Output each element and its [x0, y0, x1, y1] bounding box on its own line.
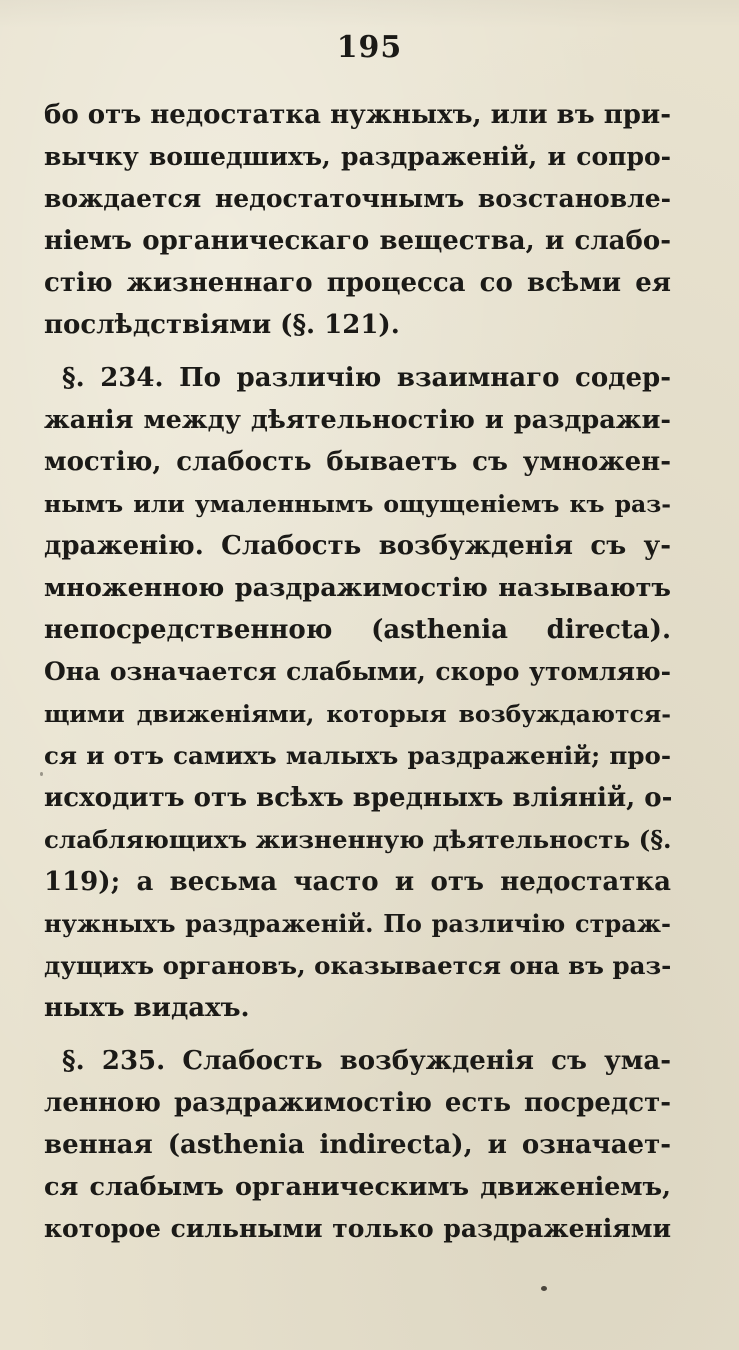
text-line: которое сильными только раздраженіями: [44, 1214, 671, 1243]
text-line: слабляющихъ жизненную дѣятельность (§.: [44, 825, 672, 854]
paragraph-section-235: [44, 1040, 671, 1250]
text-line: вычку вошедшихъ, раздраженій, и сопро-: [44, 142, 671, 171]
text-line: Она означается слабыми, скоро утомляю-: [44, 657, 671, 686]
paragraph-continuation: [44, 94, 671, 346]
ink-speck: [541, 1286, 547, 1291]
text-line: драженію. Слабость возбужденія съ у-: [44, 531, 671, 561]
text-line: ніемъ органическаго вещества, и слабо-: [44, 226, 671, 256]
text-line: послѣдствіями (§. 121).: [44, 310, 400, 340]
page-number: 195: [336, 30, 403, 65]
text-line: §. 234. По различію взаимнаго содер-: [62, 363, 671, 393]
text-line: нужныхъ раздраженій. По различію страж-: [44, 909, 671, 938]
text-line: ся слабымъ органическимъ движеніемъ,: [44, 1172, 671, 1202]
text-line: дущихъ органовъ, оказывается она въ раз-: [44, 951, 672, 980]
text-line: множенною раздражимостію называютъ: [44, 573, 671, 603]
text-line: непосредственною (asthenia directa).: [44, 615, 671, 645]
text-line: вождается недостаточнымъ возстановле-: [44, 184, 671, 213]
text-line: ленною раздражимостію есть посредст-: [44, 1088, 671, 1118]
page-shadow: [0, 0, 739, 28]
ink-speck: [40, 772, 43, 776]
text-line: мостію, слабость бываетъ съ умножен-: [44, 447, 671, 477]
text-line: исходитъ отъ всѣхъ вредныхъ вліяній, о-: [44, 783, 673, 813]
text-line: ся и отъ самихъ малыхъ раздраженій; про-: [44, 741, 671, 770]
text-line: венная (asthenia indirecta), и означает-: [44, 1130, 671, 1160]
text-line: жанія между дѣятельностію и раздражи-: [44, 405, 671, 435]
text-line: нымъ или умаленнымъ ощущеніемъ къ раз-: [44, 490, 671, 518]
paragraph-section-234: [44, 357, 671, 1029]
text-line: бо отъ недостатка нужныхъ, или въ при-: [44, 100, 671, 130]
body-text: [44, 94, 671, 1250]
text-line: ныхъ видахъ.: [44, 993, 250, 1023]
text-line: стію жизненнаго процесса со всѣми ея: [44, 268, 671, 298]
text-line: щими движеніями, которыя возбуждаются-: [44, 700, 671, 728]
text-line: §. 235. Слабость возбужденія съ ума-: [62, 1046, 671, 1076]
text-line: 119); а весьма часто и отъ недостатка: [44, 867, 671, 897]
